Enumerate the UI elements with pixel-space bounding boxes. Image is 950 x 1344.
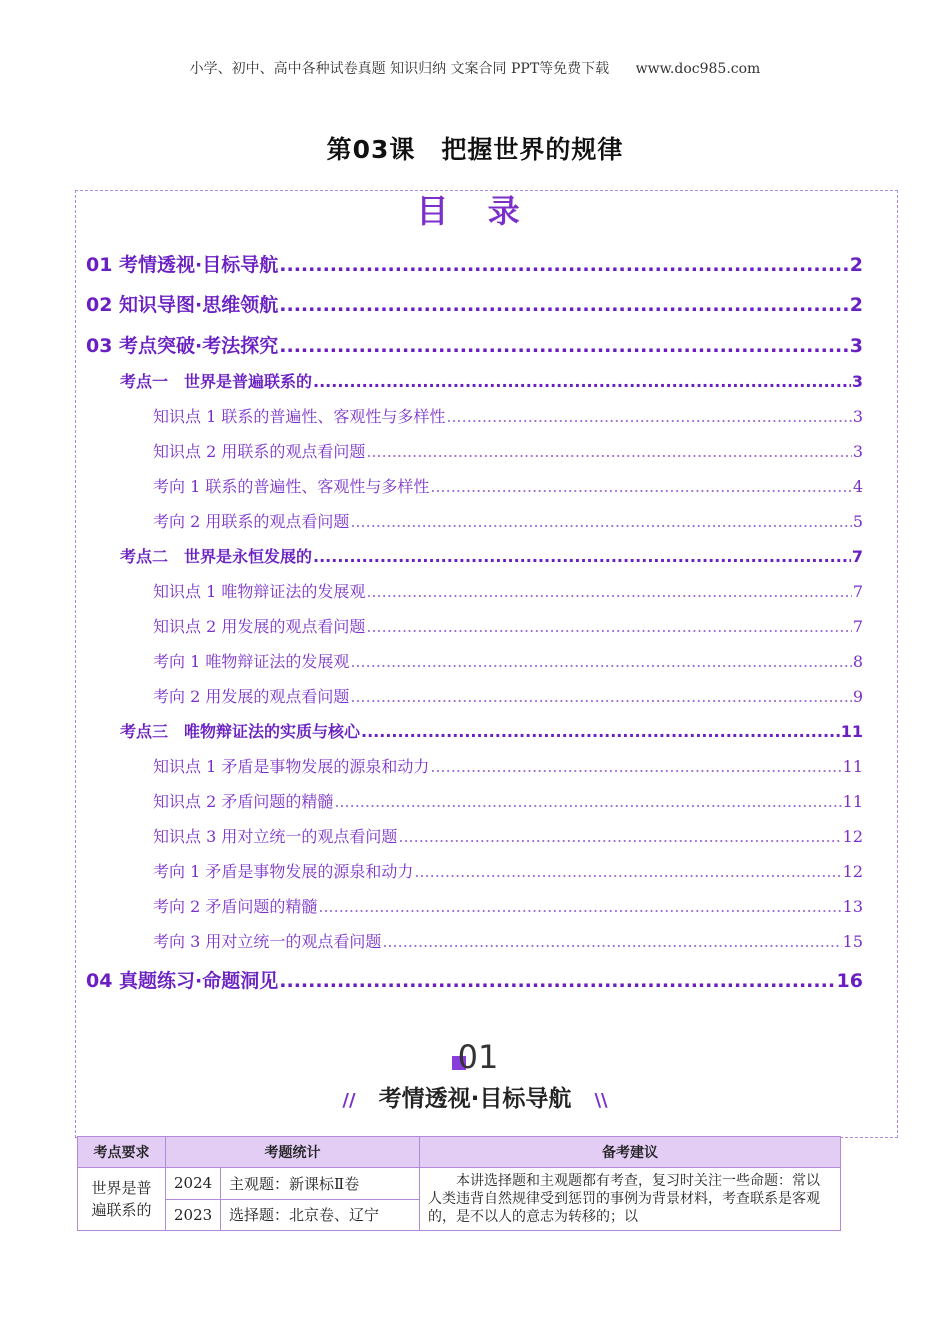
toc-leader-dots	[318, 897, 841, 916]
toc-item[interactable]	[153, 404, 863, 427]
toc-item[interactable]	[153, 789, 863, 812]
toc-item-label: 考点一 世界是普遍联系的	[120, 372, 313, 391]
table-header-requirement: 考点要求	[78, 1137, 166, 1168]
stat-detail: 主观题：新课标Ⅱ卷	[221, 1168, 420, 1200]
toc-item[interactable]	[153, 859, 863, 882]
toc-heading: 目 录	[416, 192, 534, 230]
toc-item[interactable]	[86, 966, 863, 993]
toc-item[interactable]	[153, 684, 863, 707]
toc-item-page: 13	[842, 897, 863, 916]
toc-item[interactable]	[86, 331, 863, 358]
toc-item-page: 9	[852, 687, 863, 706]
toc-item[interactable]	[153, 824, 863, 847]
toc-item-label: 考点三 唯物辩证法的实质与核心	[120, 722, 361, 741]
toc-item-page: 3	[852, 407, 863, 426]
toc-item[interactable]	[120, 544, 863, 567]
deco-slash-left: //	[342, 1090, 356, 1111]
section-number-text: 01	[457, 1038, 499, 1076]
stat-year: 2024	[166, 1168, 221, 1200]
toc-item-label: 01 考情透视·目标导航	[86, 254, 279, 276]
toc-leader-dots	[366, 582, 851, 601]
toc-item-label: 考点二 世界是永恒发展的	[120, 547, 313, 566]
toc-leader-dots	[361, 722, 840, 741]
toc-item-page: 7	[852, 582, 863, 601]
toc-item-page: 11	[840, 722, 863, 741]
toc-item-page: 15	[842, 932, 863, 951]
toc-item[interactable]	[120, 719, 863, 742]
toc-item[interactable]	[153, 579, 863, 602]
header-text: 小学、初中、高中各种试卷真题 知识归纳 文案合同 PPT等免费下载	[189, 61, 610, 77]
toc-item[interactable]	[153, 929, 863, 952]
toc-leader-dots	[366, 442, 851, 461]
toc-item-page: 8	[852, 652, 863, 671]
section-number	[0, 1038, 950, 1076]
toc-item-label: 知识点 2 用发展的观点看问题	[153, 617, 366, 636]
toc-leader-dots	[366, 617, 851, 636]
toc-leader-dots	[398, 827, 841, 846]
table-header-row	[78, 1137, 841, 1168]
toc-item-page: 12	[842, 827, 863, 846]
toc-item-page: 2	[849, 294, 863, 316]
table-row	[78, 1168, 841, 1200]
toc-item-page: 3	[852, 442, 863, 461]
toc-item-page: 11	[842, 757, 863, 776]
toc-leader-dots	[313, 372, 851, 391]
toc-leader-dots	[279, 294, 848, 316]
deco-slash-right: \\	[594, 1090, 608, 1111]
toc-item-label: 知识点 1 矛盾是事物发展的源泉和动力	[153, 757, 430, 776]
toc-leader-dots	[279, 335, 848, 357]
header-url[interactable]: www.doc985.com	[635, 61, 761, 77]
toc-item[interactable]	[86, 290, 863, 317]
toc-item-label: 考向 2 用发展的观点看问题	[153, 687, 350, 706]
toc-item-label: 知识点 2 用联系的观点看问题	[153, 442, 366, 461]
toc-leader-dots	[350, 652, 851, 671]
toc-item-page: 2	[849, 254, 863, 276]
toc-item-label: 考向 1 联系的普遍性、客观性与多样性	[153, 477, 430, 496]
toc-item-page: 5	[852, 512, 863, 531]
toc-item-page: 12	[842, 862, 863, 881]
page-header	[0, 58, 950, 78]
toc-leader-dots	[382, 932, 841, 951]
toc-item-label: 考向 1 唯物辩证法的发展观	[153, 652, 350, 671]
toc-item-page: 11	[842, 792, 863, 811]
toc-leader-dots	[430, 477, 851, 496]
section-title: 考情透视·目标导航	[371, 1080, 580, 1113]
toc-item-label: 考向 1 矛盾是事物发展的源泉和动力	[153, 862, 414, 881]
lesson-number: 第03课	[326, 135, 416, 164]
toc-leader-dots	[350, 687, 851, 706]
toc-leader-dots	[414, 862, 841, 881]
toc-item-label: 考向 2 矛盾问题的精髓	[153, 897, 318, 916]
toc-item[interactable]	[153, 614, 863, 637]
toc-leader-dots	[313, 547, 851, 566]
toc-item-page: 7	[851, 547, 863, 566]
advice-cell: 本讲选择题和主观题都有考查，复习时关注一些命题：常以人类违背自然规律受到惩罚的事例为背景材料，考查联系是客观的，是不以人的意志为转移的；以	[420, 1168, 841, 1231]
stat-detail: 选择题：北京卷、辽宁	[221, 1199, 420, 1231]
toc-item-label: 知识点 3 用对立统一的观点看问题	[153, 827, 398, 846]
toc-item-label: 03 考点突破·考法探究	[86, 335, 279, 357]
toc-item-label: 02 知识导图·思维领航	[86, 294, 279, 316]
toc-item-page: 3	[849, 335, 863, 357]
toc-item-label: 知识点 2 矛盾问题的精髓	[153, 792, 334, 811]
exam-requirement-table	[77, 1136, 841, 1231]
toc-item-label: 04 真题练习·命题洞见	[86, 970, 279, 992]
toc-leader-dots	[279, 970, 835, 992]
toc-item-label: 考向 2 用联系的观点看问题	[153, 512, 350, 531]
table-header-advice: 备考建议	[420, 1137, 841, 1168]
toc-item[interactable]	[153, 754, 863, 777]
toc-leader-dots	[446, 407, 851, 426]
requirement-cell: 世界是普遍联系的	[78, 1168, 166, 1231]
toc-item[interactable]	[153, 474, 863, 497]
table-header-stats: 考题统计	[166, 1137, 420, 1168]
toc-item-label: 知识点 1 联系的普遍性、客观性与多样性	[153, 407, 446, 426]
toc-item[interactable]	[153, 509, 863, 532]
stat-year: 2023	[166, 1199, 221, 1231]
toc-item[interactable]	[153, 894, 863, 917]
toc-item[interactable]	[86, 250, 863, 277]
lesson-title	[0, 130, 950, 166]
toc-item-page: 4	[852, 477, 863, 496]
toc-item-label: 知识点 1 唯物辩证法的发展观	[153, 582, 366, 601]
toc-item[interactable]	[153, 439, 863, 462]
toc-item[interactable]	[153, 649, 863, 672]
toc-leader-dots	[350, 512, 851, 531]
lesson-name: 把握世界的规律	[441, 135, 624, 164]
toc-leader-dots	[334, 792, 841, 811]
section-title-wrap	[0, 1080, 950, 1113]
toc-item-label: 考向 3 用对立统一的观点看问题	[153, 932, 382, 951]
toc-item-page: 16	[836, 970, 863, 992]
toc-item[interactable]	[120, 369, 863, 392]
toc-leader-dots	[430, 757, 841, 776]
toc-item-page: 3	[851, 372, 863, 391]
toc-leader-dots	[279, 254, 848, 276]
toc-item-page: 7	[852, 617, 863, 636]
